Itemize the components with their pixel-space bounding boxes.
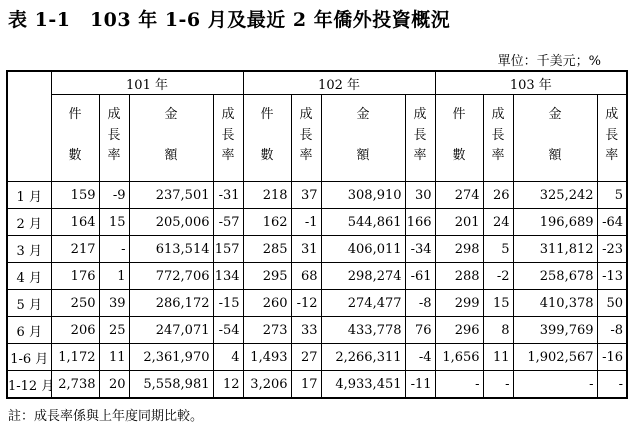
header-char: 額 bbox=[548, 148, 562, 163]
header-char: 率 bbox=[605, 148, 619, 163]
table-cell: 286,172 bbox=[129, 290, 213, 317]
sub-header-row bbox=[7, 95, 627, 182]
table-cell: 11 bbox=[483, 344, 513, 371]
table-cell: 217 bbox=[51, 236, 99, 263]
table-cell: 285 bbox=[243, 236, 291, 263]
table-row bbox=[7, 209, 627, 236]
table-cell: 15 bbox=[99, 209, 129, 236]
table-cell: -2 bbox=[483, 263, 513, 290]
table-cell: 4,933,451 bbox=[321, 371, 405, 399]
investment-table bbox=[6, 70, 628, 399]
table-cell: 258,678 bbox=[513, 263, 597, 290]
header-char: 長 bbox=[491, 127, 505, 143]
row-label: 1-12 月 bbox=[7, 371, 51, 399]
amount-header bbox=[129, 95, 213, 182]
table-cell: 5 bbox=[597, 182, 627, 209]
table-cell: -11 bbox=[405, 371, 435, 399]
header-char: 率 bbox=[299, 148, 313, 163]
table-cell: 176 bbox=[51, 263, 99, 290]
table-cell: -4 bbox=[405, 344, 435, 371]
table-cell: -8 bbox=[597, 317, 627, 344]
header-char: 成 bbox=[221, 107, 235, 122]
table-row bbox=[7, 317, 627, 344]
table-cell: 772,706 bbox=[129, 263, 213, 290]
header-char: 成 bbox=[107, 107, 121, 122]
table-cell: 24 bbox=[483, 209, 513, 236]
header-char: 長 bbox=[221, 127, 235, 143]
header-char: 成 bbox=[605, 107, 619, 122]
table-cell: - bbox=[435, 371, 483, 399]
table-row bbox=[7, 290, 627, 317]
year-header-row bbox=[7, 71, 627, 95]
table-cell: -61 bbox=[405, 263, 435, 290]
header-char: 長 bbox=[413, 127, 427, 143]
count-header bbox=[51, 95, 99, 182]
table-cell: -64 bbox=[597, 209, 627, 236]
table-cell: 1,656 bbox=[435, 344, 483, 371]
table-cell: 4 bbox=[213, 344, 243, 371]
table-cell: 237,501 bbox=[129, 182, 213, 209]
table-cell: 260 bbox=[243, 290, 291, 317]
table-cell: 298 bbox=[435, 236, 483, 263]
table-cell: 296 bbox=[435, 317, 483, 344]
table-cell: -1 bbox=[291, 209, 321, 236]
table-cell: 295 bbox=[243, 263, 291, 290]
table-cell: 544,861 bbox=[321, 209, 405, 236]
year-header: 103 年 bbox=[435, 71, 627, 95]
amount-header bbox=[321, 95, 405, 182]
table-cell: 5,558,981 bbox=[129, 371, 213, 399]
table-row bbox=[7, 344, 627, 371]
table-cell: 399,769 bbox=[513, 317, 597, 344]
growth-rate-header bbox=[597, 95, 627, 182]
table-cell: 1,902,567 bbox=[513, 344, 597, 371]
header-char: 率 bbox=[491, 148, 505, 163]
table-cell: -57 bbox=[213, 209, 243, 236]
year-header: 102 年 bbox=[243, 71, 435, 95]
table-cell: 298,274 bbox=[321, 263, 405, 290]
header-char: 率 bbox=[221, 148, 235, 163]
header-char: 數 bbox=[68, 148, 82, 163]
table-cell: - bbox=[99, 236, 129, 263]
count-header bbox=[435, 95, 483, 182]
header-char: 率 bbox=[107, 148, 121, 163]
footnote: 註：成長率係與上年度同期比較。 bbox=[8, 409, 204, 424]
table-title: 表 1-1 103 年 1-6 月及最近 2 年僑外投資概況 bbox=[8, 9, 451, 31]
table-cell: 134 bbox=[213, 263, 243, 290]
header-char: 數 bbox=[452, 148, 466, 163]
table-cell: 162 bbox=[243, 209, 291, 236]
header-char: 件 bbox=[260, 107, 274, 122]
table-cell: 76 bbox=[405, 317, 435, 344]
table-cell: 406,011 bbox=[321, 236, 405, 263]
table-cell: 166 bbox=[405, 209, 435, 236]
table-cell: 12 bbox=[213, 371, 243, 399]
row-label: 1-6 月 bbox=[7, 344, 51, 371]
header-char: 長 bbox=[299, 127, 313, 143]
table-cell: 15 bbox=[483, 290, 513, 317]
table-cell: 205,006 bbox=[129, 209, 213, 236]
header-char: 金 bbox=[356, 107, 370, 122]
header-char: 率 bbox=[413, 148, 427, 163]
table-cell: 27 bbox=[291, 344, 321, 371]
table-cell: 433,778 bbox=[321, 317, 405, 344]
table-cell: - bbox=[597, 371, 627, 399]
table-cell: 17 bbox=[291, 371, 321, 399]
header-char: 件 bbox=[68, 107, 82, 122]
amount-header bbox=[513, 95, 597, 182]
table-cell: 1,493 bbox=[243, 344, 291, 371]
table-cell: 25 bbox=[99, 317, 129, 344]
table-cell: 2,738 bbox=[51, 371, 99, 399]
header-char: 數 bbox=[260, 148, 274, 163]
table-cell: 30 bbox=[405, 182, 435, 209]
table-cell: - bbox=[483, 371, 513, 399]
table-cell: 201 bbox=[435, 209, 483, 236]
table-row bbox=[7, 371, 627, 399]
count-header bbox=[243, 95, 291, 182]
table-cell: -8 bbox=[405, 290, 435, 317]
year-header: 101 年 bbox=[51, 71, 243, 95]
table-cell: -13 bbox=[597, 263, 627, 290]
table-cell: 274,477 bbox=[321, 290, 405, 317]
table-cell: -15 bbox=[213, 290, 243, 317]
table-cell: 31 bbox=[291, 236, 321, 263]
table-cell: -16 bbox=[597, 344, 627, 371]
row-label: 2 月 bbox=[7, 209, 51, 236]
table-cell: 2,266,311 bbox=[321, 344, 405, 371]
table-cell: 159 bbox=[51, 182, 99, 209]
table-cell: 273 bbox=[243, 317, 291, 344]
table-cell: 410,378 bbox=[513, 290, 597, 317]
table-cell: - bbox=[513, 371, 597, 399]
table-cell: 3,206 bbox=[243, 371, 291, 399]
table-row bbox=[7, 182, 627, 209]
row-label: 1 月 bbox=[7, 182, 51, 209]
table-cell: 157 bbox=[213, 236, 243, 263]
corner-cell bbox=[7, 71, 51, 182]
row-label: 3 月 bbox=[7, 236, 51, 263]
row-label: 5 月 bbox=[7, 290, 51, 317]
table-cell: 274 bbox=[435, 182, 483, 209]
table-cell: -31 bbox=[213, 182, 243, 209]
table-cell: 68 bbox=[291, 263, 321, 290]
table-cell: 39 bbox=[99, 290, 129, 317]
header-char: 成 bbox=[299, 107, 313, 122]
row-label: 6 月 bbox=[7, 317, 51, 344]
table-cell: -34 bbox=[405, 236, 435, 263]
row-label: 4 月 bbox=[7, 263, 51, 290]
header-char: 金 bbox=[548, 107, 562, 122]
table-cell: -12 bbox=[291, 290, 321, 317]
header-char: 件 bbox=[452, 107, 466, 122]
header-char: 額 bbox=[356, 148, 370, 163]
table-cell: 11 bbox=[99, 344, 129, 371]
header-char: 額 bbox=[164, 148, 178, 163]
table-cell: 247,071 bbox=[129, 317, 213, 344]
table-row bbox=[7, 236, 627, 263]
header-char: 成 bbox=[413, 107, 427, 122]
table-cell: 311,812 bbox=[513, 236, 597, 263]
table-cell: -9 bbox=[99, 182, 129, 209]
table-cell: 206 bbox=[51, 317, 99, 344]
header-char: 金 bbox=[164, 107, 178, 122]
table-cell: 308,910 bbox=[321, 182, 405, 209]
table-cell: 2,361,970 bbox=[129, 344, 213, 371]
table-cell: 613,514 bbox=[129, 236, 213, 263]
table-cell: 288 bbox=[435, 263, 483, 290]
table-cell: 20 bbox=[99, 371, 129, 399]
header-char: 長 bbox=[605, 127, 619, 143]
growth-rate-header bbox=[213, 95, 243, 182]
table-cell: 50 bbox=[597, 290, 627, 317]
header-char: 成 bbox=[491, 107, 505, 122]
growth-rate-header bbox=[99, 95, 129, 182]
table-cell: 5 bbox=[483, 236, 513, 263]
table-cell: 26 bbox=[483, 182, 513, 209]
table-cell: 1,172 bbox=[51, 344, 99, 371]
table-cell: 196,689 bbox=[513, 209, 597, 236]
table-cell: -23 bbox=[597, 236, 627, 263]
table-cell: 164 bbox=[51, 209, 99, 236]
table-cell: 37 bbox=[291, 182, 321, 209]
growth-rate-header bbox=[291, 95, 321, 182]
table-cell: 299 bbox=[435, 290, 483, 317]
growth-rate-header bbox=[483, 95, 513, 182]
table-cell: 33 bbox=[291, 317, 321, 344]
header-char: 長 bbox=[107, 127, 121, 143]
unit-label: 單位：千美元；% bbox=[497, 54, 601, 69]
table-cell: -54 bbox=[213, 317, 243, 344]
growth-rate-header bbox=[405, 95, 435, 182]
table-row bbox=[7, 263, 627, 290]
table-cell: 325,242 bbox=[513, 182, 597, 209]
table-cell: 8 bbox=[483, 317, 513, 344]
table-cell: 1 bbox=[99, 263, 129, 290]
table-cell: 250 bbox=[51, 290, 99, 317]
table-cell: 218 bbox=[243, 182, 291, 209]
